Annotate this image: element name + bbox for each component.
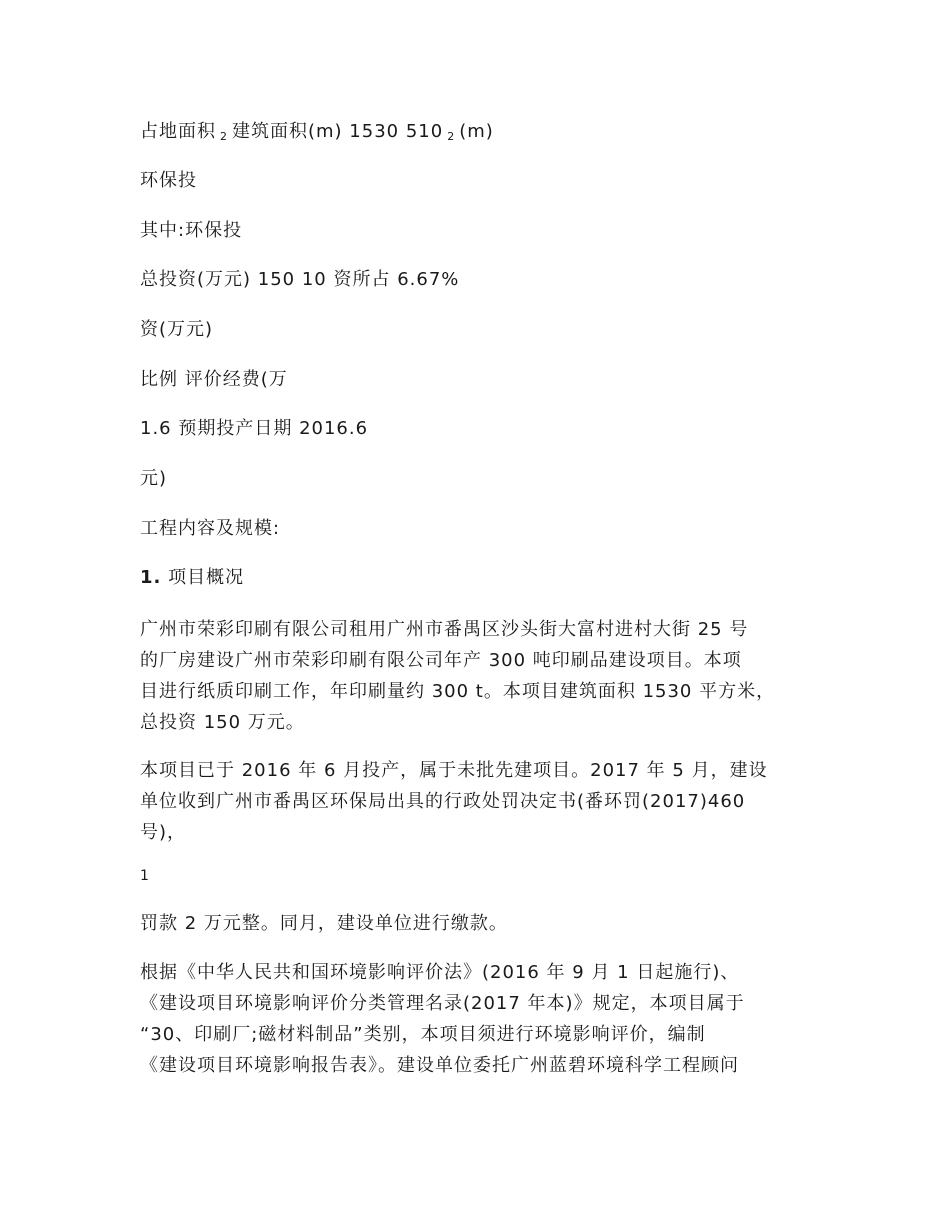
section-title: 项目概况 bbox=[168, 567, 245, 588]
paragraph-line: 《建设项目环境影响评价分类管理名录(2017 年本)》规定，本项目属于 bbox=[140, 993, 745, 1014]
paragraph-line: 单位收到广州市番禺区环保局出具的行政处罚决定书(番环罚(2017)460 bbox=[140, 791, 746, 812]
ratio-fee-row: 比例 评价经费(万 bbox=[140, 369, 288, 390]
production-date-row: 1.6 预期投产日期 2016.6 bbox=[140, 418, 369, 439]
fee-unit-row: 元) bbox=[140, 468, 168, 489]
page-number: 1 bbox=[140, 868, 149, 884]
section-heading bbox=[140, 566, 244, 590]
building-area-text: 建筑面积(m) 1530 510 bbox=[232, 121, 444, 142]
area-label: 占地面积 bbox=[140, 121, 216, 142]
paragraph-line: 的厂房建设广州市荣彩印刷有限公司年产 300 吨印刷品建设项目。本项 bbox=[140, 650, 742, 671]
paragraph-penalty bbox=[140, 755, 830, 848]
building-superscript: 2 bbox=[447, 130, 456, 143]
paragraph-line: 根据《中华人民共和国环境影响评价法》(2016 年 9 月 1 日起施行)、 bbox=[140, 962, 740, 983]
env-investment-label: 环保投 bbox=[140, 170, 197, 191]
total-investment-row: 总投资(万元) 150 10 资所占 6.67% bbox=[140, 269, 460, 290]
paragraph-line: 《建设项目环境影响报告表》。建设单位委托广州蓝碧环境科学工程顾问 bbox=[140, 1055, 739, 1076]
paragraph-line: “30、印刷厂;磁材料制品”类别，本项目须进行环境影响评价，编制 bbox=[140, 1024, 706, 1045]
area-row bbox=[140, 120, 494, 149]
paragraph-line: 号)， bbox=[140, 822, 187, 843]
investment-unit-row: 资(万元) bbox=[140, 319, 214, 340]
paragraph-fine: 罚款 2 万元整。同月，建设单位进行缴款。 bbox=[140, 913, 508, 934]
paragraph-regulation bbox=[140, 957, 830, 1081]
paragraph-line: 广州市荣彩印刷有限公司租用广州市番禺区沙头街大富村进村大街 25 号 bbox=[140, 619, 749, 640]
paragraph-overview bbox=[140, 614, 830, 738]
env-investment-sub-label: 其中:环保投 bbox=[140, 220, 243, 241]
section-number: 1. bbox=[140, 567, 162, 588]
paragraph-line: 本项目已于 2016 年 6 月投产，属于未批先建项目。2017 年 5 月，建设 bbox=[140, 760, 768, 781]
area-superscript: 2 bbox=[220, 130, 228, 143]
paragraph-line: 目进行纸质印刷工作，年印刷量约 300 t。本项目建筑面积 1530 平方米， bbox=[140, 681, 776, 702]
paragraph-line: 总投资 150 万元。 bbox=[140, 712, 305, 733]
project-scope-heading: 工程内容及规模: bbox=[140, 518, 281, 539]
unit-text: (m) bbox=[459, 121, 494, 142]
